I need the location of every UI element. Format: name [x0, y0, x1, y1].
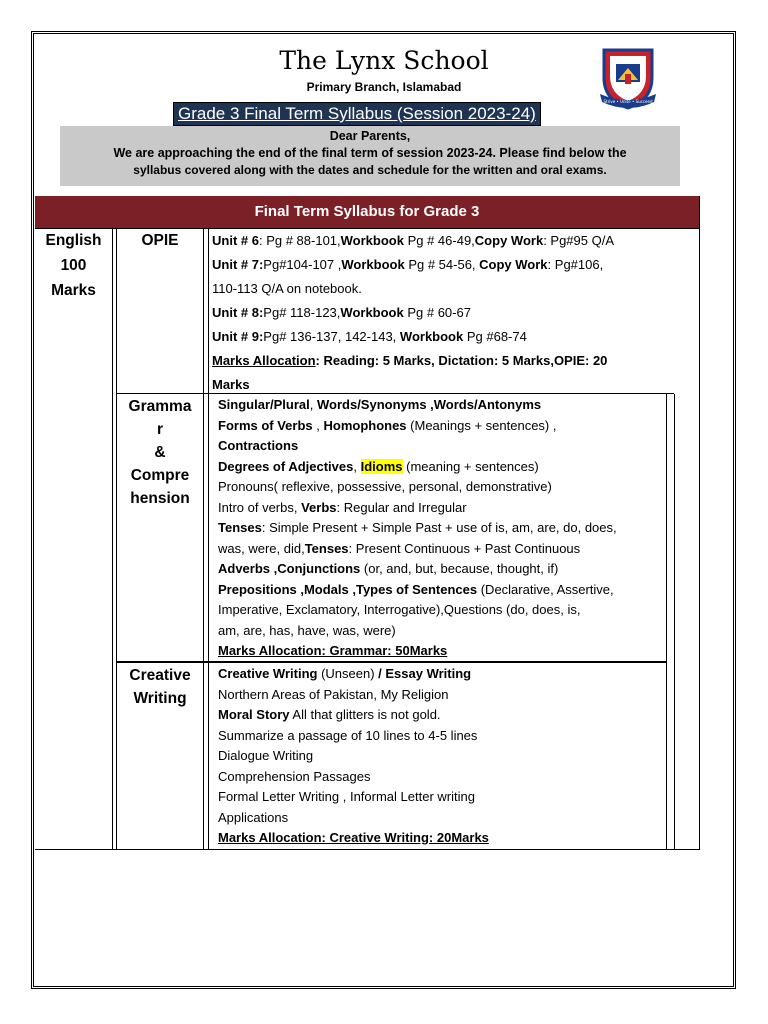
notice-line-1: We are approaching the end of the final term of session 2023-24. Please find below the: [113, 146, 627, 160]
grammar-line: was, were, did,Tenses: Present Continuous + Past Continuous: [218, 540, 581, 556]
grammar-line: Contractions: [218, 438, 299, 453]
table-divider: [674, 394, 675, 850]
notice-box: [60, 126, 680, 186]
grammar-line: Singular/Plural, Words/Synonyms ,Words/Antonyms: [218, 397, 542, 412]
creative-line: Applications: [218, 809, 289, 825]
table-bottom-border: [35, 849, 700, 850]
opie-content: [212, 229, 614, 397]
creative-line: Comprehension Passages: [218, 768, 371, 784]
opie-unit-7-cont: 110-113 Q/A on notebook.: [212, 281, 362, 296]
opie-unit-9: Unit # 9:Pg# 136-137, 142-143, Workbook Pg #68-74: [212, 329, 527, 344]
grammar-line: Imperative, Exclamatory, Interrogative),Questions (do, does, is,: [218, 602, 581, 617]
school-name: The Lynx School: [279, 46, 489, 75]
grammar-line: Adverbs ,Conjunctions (or, and, but, because, thought, if): [218, 561, 559, 576]
notice-line-2: syllabus covered along with the dates and schedule for the written and oral exams.: [133, 163, 607, 177]
table-divider: [116, 228, 117, 850]
table-divider: [208, 228, 209, 850]
creative-marks: Marks Allocation: Creative Writing: 20Marks: [218, 830, 489, 845]
opie-unit-6: Unit # 6: Pg # 88-101,Workbook Pg # 46-49,Copy Work: Pg#95 Q/A: [212, 233, 615, 248]
creative-line: Northern Areas of Pakistan, My Religion: [218, 686, 449, 702]
notice-salutation: Dear Parents,: [329, 129, 411, 143]
grammar-line: Tenses: Simple Present + Simple Past + use of is, am, are, do, does,: [218, 520, 617, 535]
opie-label: OPIE: [141, 232, 179, 249]
table-heading: Final Term Syllabus for Grade 3: [35, 196, 699, 228]
grammar-label: Gramma r & Compre hension: [128, 398, 192, 507]
grammar-line: Pronouns( reflexive, possessive, personal, demonstrative): [218, 479, 552, 494]
logo-motto: Strive • Unite • Succeed: [603, 99, 653, 104]
grammar-line: Forms of Verbs , Homophones (Meanings + sentences) ,: [218, 417, 557, 433]
opie-unit-7: Unit # 7:Pg#104-107 ,Workbook Pg # 54-56, Copy Work: Pg#106,: [212, 257, 604, 272]
creative-line: Creative Writing (Unseen) / Essay Writing: [218, 666, 472, 681]
creative-line: Dialogue Writing: [218, 748, 314, 763]
table-divider: [203, 228, 204, 850]
branch-name: Primary Branch, Islamabad: [306, 80, 462, 94]
idioms-highlight: Idioms: [360, 458, 403, 474]
creative-line: Moral Story All that glitters is not gold.: [218, 707, 441, 722]
creative-line: Summarize a passage of 10 lines to 4-5 lines: [218, 727, 478, 743]
grammar-line: Prepositions ,Modals ,Types of Sentences (Declarative, Assertive,: [218, 581, 614, 597]
creative-writing-label: Creative Writing: [129, 667, 191, 707]
grammar-line: am, are, has, have, was, were): [218, 622, 396, 638]
grammar-line: Degrees of Adjectives, Idioms (meaning + sentences): [218, 458, 539, 474]
grammar-content: [218, 395, 617, 662]
opie-marks: Marks Allocation: Reading: 5 Marks, Dictation: 5 Marks,OPIE: 20: [212, 353, 608, 368]
opie-marks-cont: Marks: [212, 377, 250, 392]
opie-unit-8: Unit # 8:Pg# 118-123,Workbook Pg # 60-67: [212, 305, 471, 320]
creative-writing-content: [218, 664, 489, 849]
grammar-marks: Marks Allocation: Grammar: 50Marks: [218, 643, 448, 658]
subject-cell: English 100 Marks: [45, 232, 102, 299]
table-divider: [666, 394, 667, 850]
creative-line: Formal Letter Writing , Informal Letter writing: [218, 789, 475, 804]
table-right-border: [699, 196, 700, 850]
table-divider: [112, 228, 113, 850]
grammar-line: Intro of verbs, Verbs: Regular and Irregular: [218, 499, 467, 515]
school-logo: [596, 44, 660, 112]
syllabus-title: Grade 3 Final Term Syllabus (Session 2023-24): [173, 102, 541, 126]
